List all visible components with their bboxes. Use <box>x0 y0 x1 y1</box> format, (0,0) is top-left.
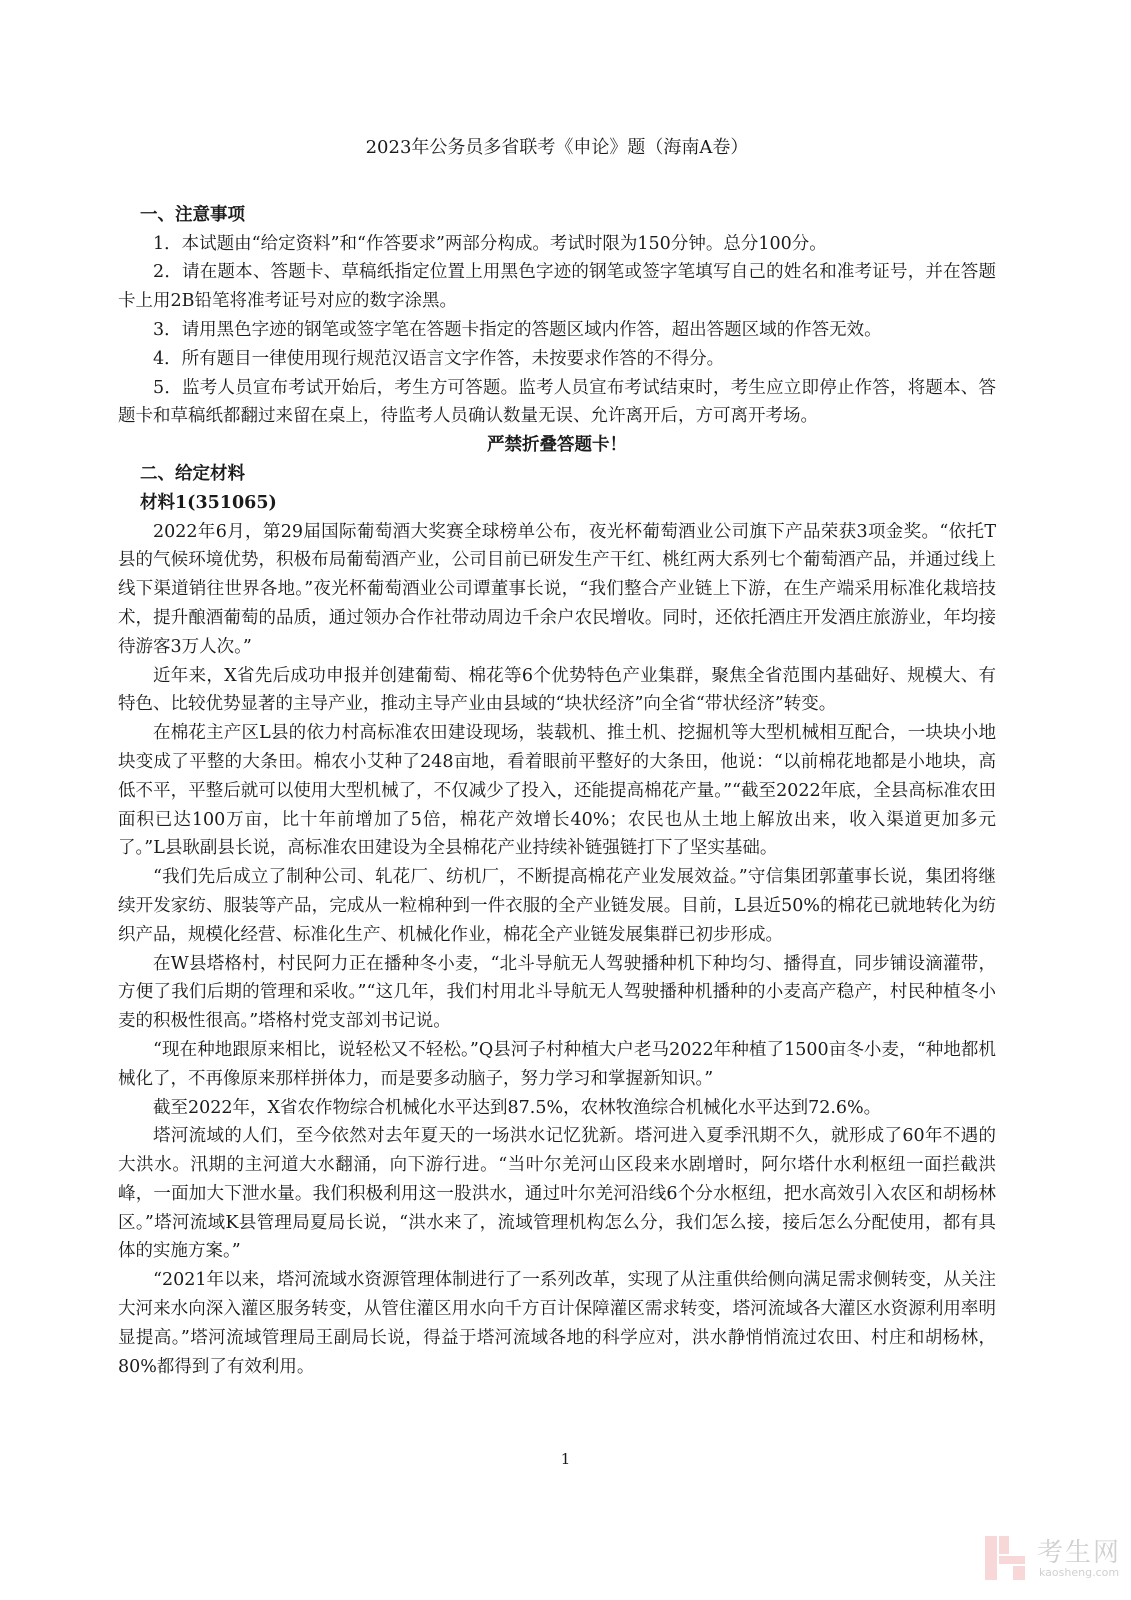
warning-text: 严禁折叠答题卡！ <box>487 435 627 456</box>
material-paragraph: “我们先后成立了制种公司、轧花厂、纺机厂，不断提高棉花产业发展效益。”守信集团郭董事长说，集团将继续开发家纺、服装等产品，完成从一粒棉种到一件衣服的全产业链发展。目前，L县近50%的棉花已就地转化为纺织产品，规模化经营、标准化生产、机械化作业，棉花全产业链发展集群已初步形成。 <box>118 867 996 945</box>
watermark-cn: 考生网 <box>1037 1538 1122 1568</box>
watermark-en: kaosheng.com <box>1039 1566 1120 1579</box>
page-number: 1 <box>560 1450 571 1468</box>
watermark-logo <box>985 1528 1125 1588</box>
material-paragraph: 2022年6月，第29届国际葡萄酒大奖赛全球榜单公布，夜光杯葡萄酒业公司旗下产品荣获3项金奖。“依托T县的气候环境优势，积极布局葡萄酒产业，公司目前已研发生产干红、桃红两大系列七个葡萄酒产品，并通过线上线下渠道销往世界各地。”夜光杯葡萄酒业公司谭董事长说，“我们整合产业链上下游，在生产端采用标准化栽培技术，提升酿酒葡萄的品质，通过领办合作社带动周边千余户农民增收。同时，还依托酒庄开发酒庄旅游业，年均接待游客3万人次。” <box>118 521 996 657</box>
note-item: 1．本试题由“给定资料”和“作答要求”两部分构成。考试时限为150分钟。总分100分。 <box>153 233 827 254</box>
material-label: 材料1(351065) <box>140 492 277 513</box>
material-paragraph: 在W县塔格村，村民阿力正在播种冬小麦，“北斗导航无人驾驶播种机下种均匀、播得直，同步铺设滴灌带，方便了我们后期的管理和采收。”“这几年，我们村用北斗导航无人驾驶播种机播种的小麦高产稳产，村民种植冬小麦的积极性很高。”塔格村党支部刘书记说。 <box>118 953 996 1032</box>
material-paragraph: “现在种地跟原来相比，说轻松又不轻松。”Q县河子村种植大户老马2022年种植了1500亩冬小麦，“种地都机械化了，不再像原来那样拼体力，而是要多动脑子，努力学习和掌握新知识。” <box>118 1039 996 1089</box>
material-paragraph: 截至2022年，X省农作物综合机械化水平达到87.5%，农林牧渔综合机械化水平达到72.6%。 <box>153 1097 882 1118</box>
document-page <box>118 134 996 1381</box>
section-heading-materials: 二、给定材料 <box>140 463 245 484</box>
note-item: 3．请用黑色字迹的钢笔或签字笔在答题卡指定的答题区域内作答，超出答题区域的作答无效。 <box>153 319 882 340</box>
note-item: 2．请在题本、答题卡、草稿纸指定位置上用黑色字迹的钢笔或签字笔填写自己的姓名和准考证号，并在答题卡上用2B铅笔将准考证号对应的数字涂黑。 <box>118 262 996 312</box>
material-paragraph: 塔河流域的人们，至今依然对去年夏天的一场洪水记忆犹新。塔河进入夏季汛期不久，就形成了60年不遇的大洪水。汛期的主河道大水翻涌，向下游行进。“当叶尔羌河山区段来水剧增时，阿尔塔什水利枢纽一面拦截洪峰，一面加大下泄水量。我们积极利用这一股洪水，通过叶尔羌河沿线6个分水枢纽，把水高效引入农区和胡杨林区。”塔河流域K县管理局夏局长说，“洪水来了，流域管理机构怎么分，我们怎么接，接后怎么分配使用，都有具体的实施方案。” <box>118 1126 996 1262</box>
document-title: 2023年公务员多省联考《申论》题（海南A卷） <box>365 137 749 158</box>
material-paragraph: 近年来，X省先后成功申报并创建葡萄、棉花等6个优势特色产业集群，聚焦全省范围内基础好、规模大、有特色、比较优势显著的主导产业，推动主导产业由县域的“块状经济”向全省“带状经济”转变。 <box>118 665 996 715</box>
note-item: 4．所有题目一律使用现行规范汉语言文字作答，未按要求作答的不得分。 <box>153 348 725 369</box>
material-paragraph: “2021年以来，塔河流域水资源管理体制进行了一系列改革，实现了从注重供给侧向满足需求侧转变，从关注大河来水向深入灌区服务转变，从管住灌区用水向千方百计保障灌区需求转变，塔河流域各大灌区水资源利用率明显提高。”塔河流域管理局王副局长说，得益于塔河流域各地的科学应对，洪水静悄悄流过农田、村庄和胡杨林，80%都得到了有效利用。 <box>118 1270 996 1377</box>
material-paragraph: 在棉花主产区L县的依力村高标准农田建设现场，装载机、推土机、挖掘机等大型机械相互配合，一块块小地块变成了平整的大条田。棉农小艾种了248亩地，看着眼前平整好的大条田，他说：“以前棉花地都是小地块，高低不平，平整后就可以使用大型机械了，不仅减少了投入，还能提高棉花产量。”“截至2022年底，全县高标准农田面积已达100万亩，比十年前增加了5倍，棉花产效增长40%；农民也从土地上解放出来，收入渠道更加多元了。”L县耿副县长说，高标准农田建设为全县棉花产业持续补链强链打下了坚实基础。 <box>118 723 996 859</box>
section-heading-notes: 一、注意事项 <box>140 204 245 225</box>
note-item: 5．监考人员宣布考试开始后，考生方可答题。监考人员宣布考试结束时，考生应立即停止作答，将题本、答题卡和草稿纸都翻过来留在桌上，待监考人员确认数量无误、允许离开后，方可离开考场。 <box>118 377 996 427</box>
kaosheng-logo-icon <box>985 1536 1025 1580</box>
